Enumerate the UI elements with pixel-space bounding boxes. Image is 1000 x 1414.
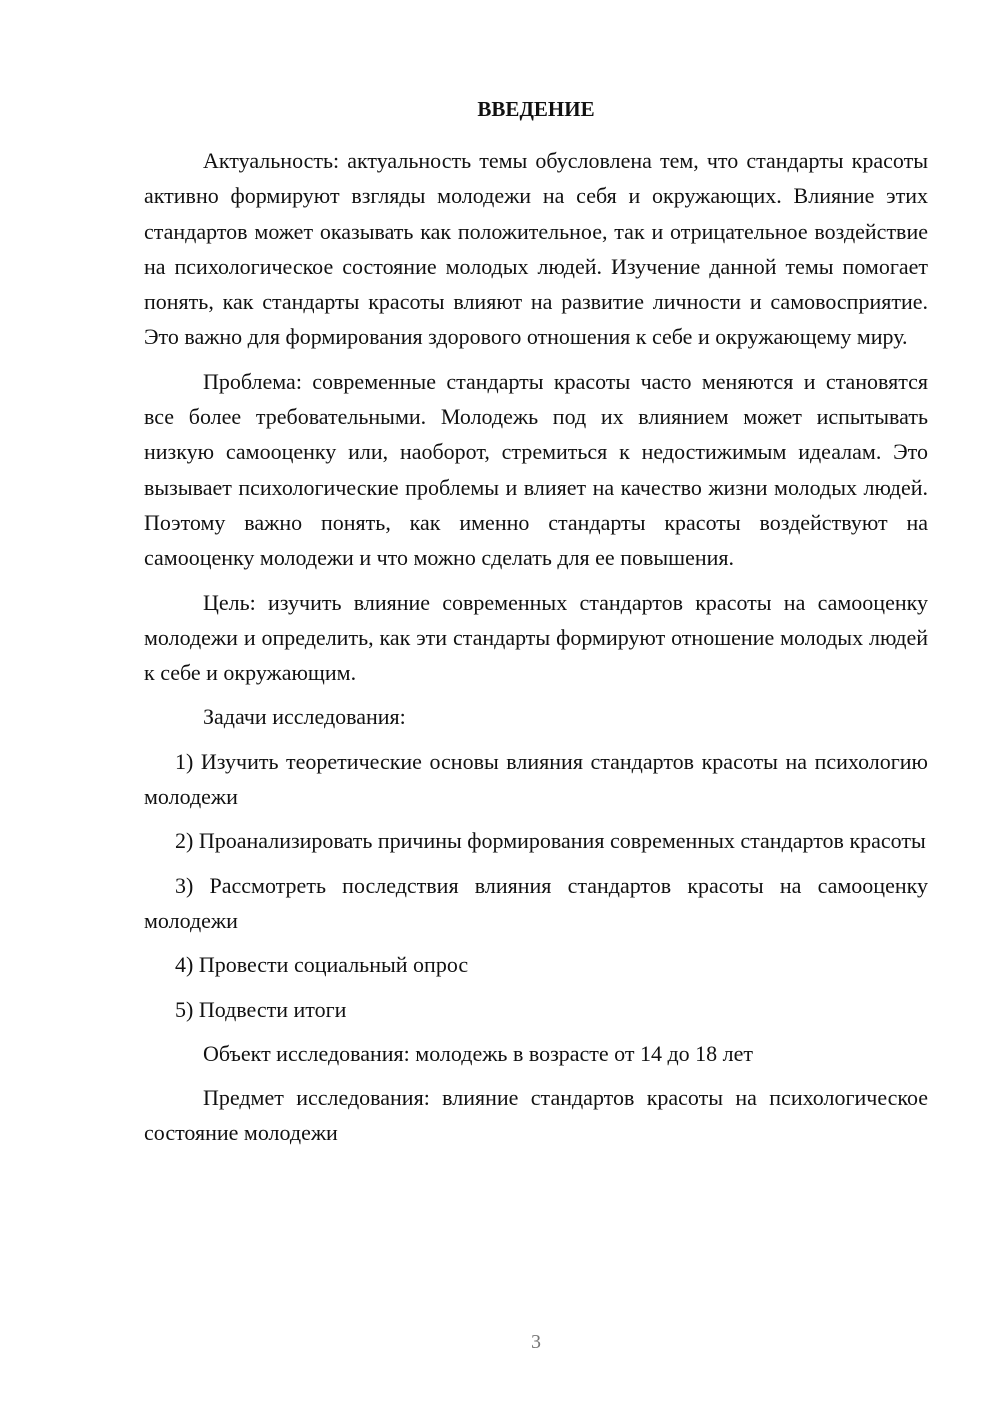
task-item-5: 5) Подвести итоги (175, 996, 347, 1022)
task-item-4: 4) Провести социальный опрос (175, 952, 469, 978)
paragraph-goal: Цель: изучить влияние современных стандартов красоты на самооценку молодежи и определить, как эти стандарты формируют отношение молодых людей к себе и окружающим. (144, 589, 928, 686)
section-title: ВВЕДЕНИЕ (477, 97, 595, 121)
paragraph-relevance: Актуальность: актуальность темы обусловлена тем, что стандарты красоты активно формируют взгляды молодежи на себя и окружающих. Влияние этих стандартов может оказывать как положительное, так и отрицательное воздействие на психологическое состояние молодых людей. Изучение данной темы помогает понять, как стандарты красоты влияют на развитие личности и самовосприятие. Это важно для формирования здорового отношения к себе и окружающему миру. (144, 148, 928, 350)
document-page (144, 92, 928, 1160)
page-number: 3 (531, 1331, 541, 1353)
paragraph-problem: Проблема: современные стандарты красоты часто меняются и становятся все более требовательными. Молодежь под их влиянием может испытывать низкую самооценку или, наоборот, стремиться к недостижимым идеалам. Это вызывает психологические проблемы и влияет на качество жизни молодых людей. Поэтому важно понять, как именно стандарты красоты воздействуют на самооценку молодежи и что можно сделать для ее повышения. (144, 368, 928, 571)
task-item-2: 2) Проанализировать причины формирования современных стандартов красоты (175, 828, 926, 854)
paragraph-object: Объект исследования: молодежь в возрасте от 14 до 18 лет (203, 1040, 754, 1066)
paragraph-tasks-heading: Задачи исследования: (203, 704, 406, 730)
task-item-3: 3) Рассмотреть последствия влияния стандартов красоты на самооценку молодежи (144, 872, 928, 933)
task-item-1: 1) Изучить теоретические основы влияния стандартов красоты на психологию молодежи (144, 748, 928, 810)
paragraph-subject: Предмет исследования: влияние стандартов красоты на психологическое состояние молодежи (144, 1085, 928, 1146)
